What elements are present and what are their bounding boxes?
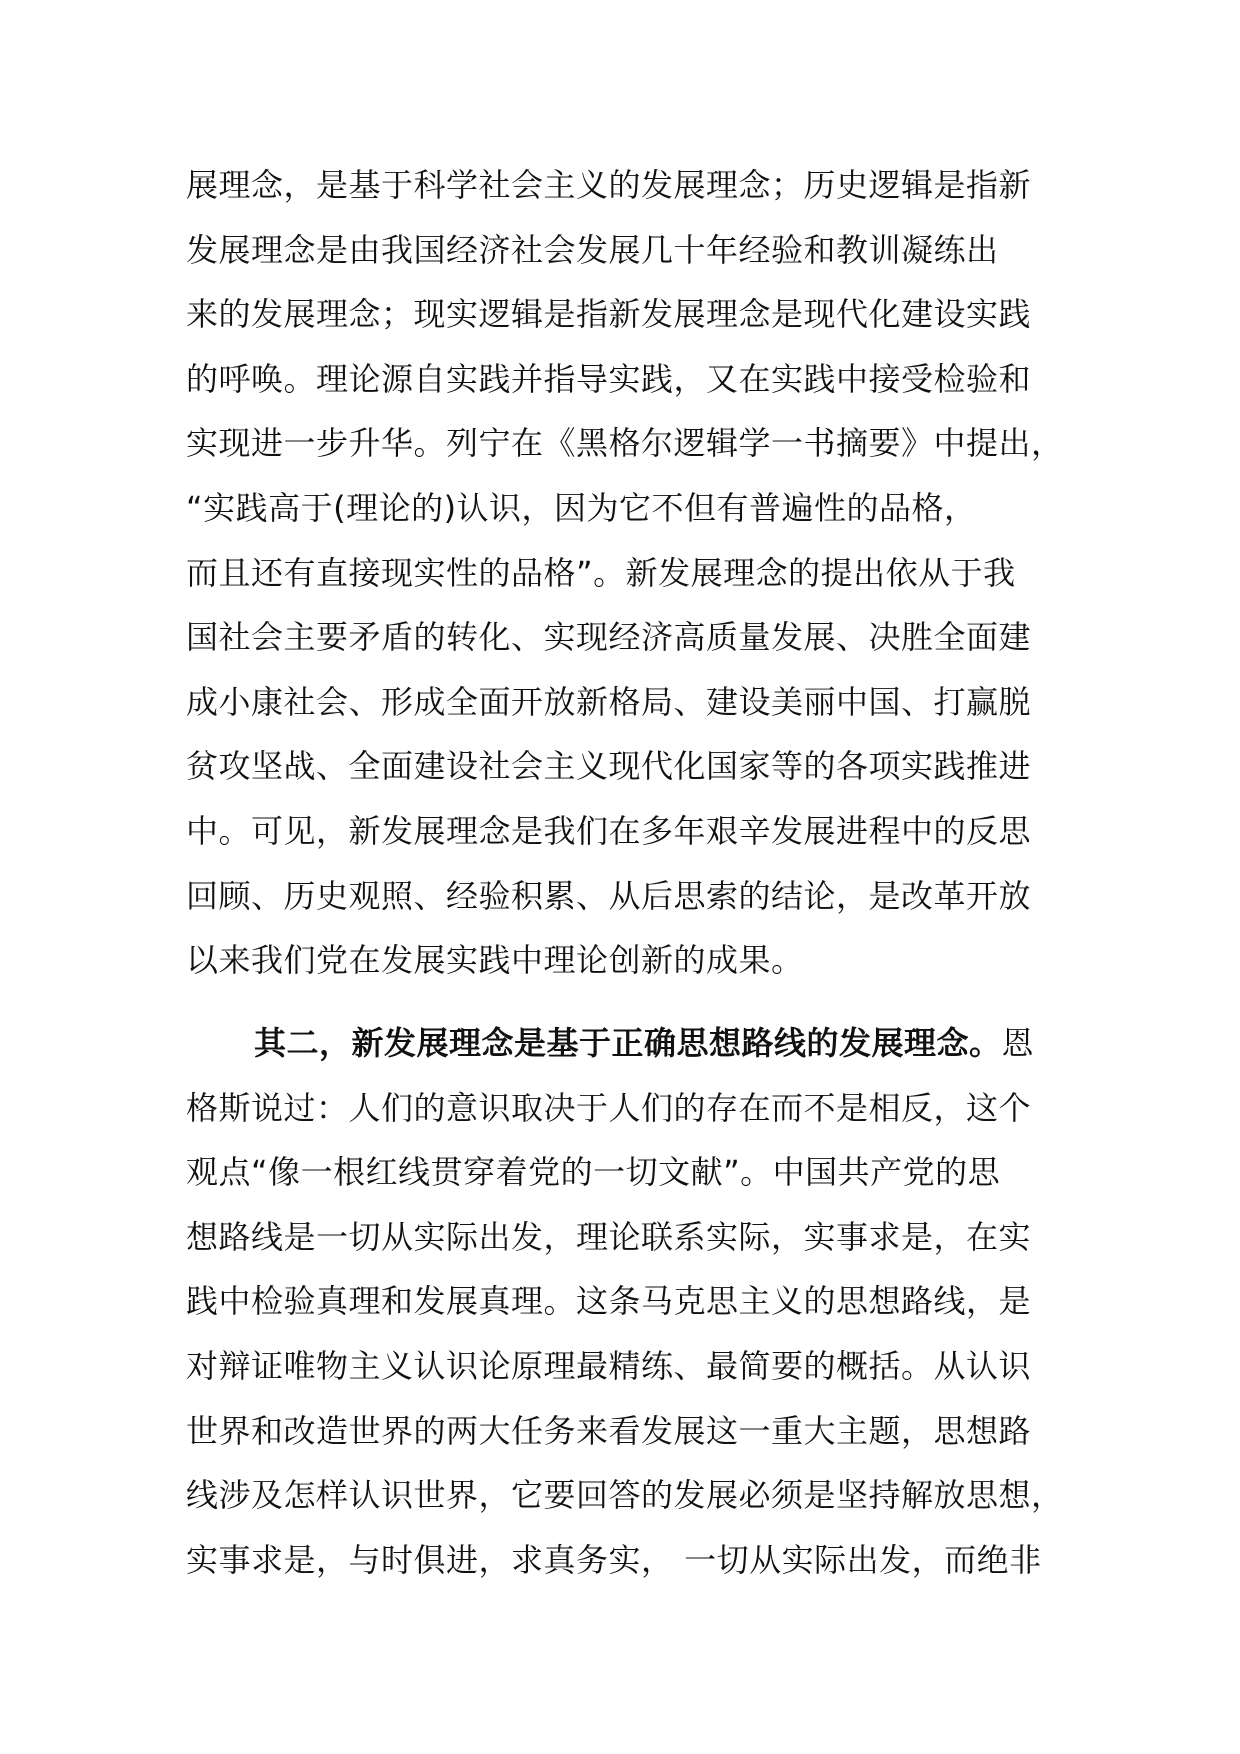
text-line: 贫攻坚战、全面建设社会主义现代化国家等的各项实践推进 xyxy=(186,747,1032,786)
text-line: 世界和改造世界的两大任务来看发展这一重大主题，思想路 xyxy=(186,1411,1032,1450)
paragraph-2 xyxy=(186,1011,1076,1592)
text-line: 国社会主要矛盾的转化、实现经济高质量发展、决胜全面建 xyxy=(186,618,1032,657)
text-line: 而且还有直接现实性的品格”。新发展理念的提出依从于我 xyxy=(186,553,1016,592)
text-line: 回顾、历史观照、经验积累、从后思索的结论，是改革开放 xyxy=(186,876,1032,915)
text-line: 格斯说过：人们的意识取决于人们的存在而不是相反，这个 xyxy=(186,1088,1032,1127)
text-line: 展理念，是基于科学社会主义的发展理念；历史逻辑是指新 xyxy=(186,166,1032,204)
text-line: “实践高于(理论的)认识，因为它不但有普遍性的品格， xyxy=(186,488,977,527)
text-line: 线涉及怎样认识世界，它要回答的发展必须是坚持解放思想， xyxy=(186,1476,1064,1515)
text-line: 以来我们党在发展实践中理论创新的成果。 xyxy=(186,941,804,980)
text-line: 的呼唤。理论源自实践并指导实践，又在实践中接受检验和 xyxy=(186,359,1032,398)
text-line: 实事求是，与时俱进，求真务实， 一切从实际出发，而绝非 xyxy=(186,1540,1042,1579)
text-line: 践中检验真理和发展真理。这条马克思主义的思想路线，是 xyxy=(186,1282,1032,1321)
text-line: 观点“像一根红线贯穿着党的一切文献”。中国共产党的思 xyxy=(186,1153,1001,1192)
paragraph-1 xyxy=(186,153,1076,993)
text-line: 来的发展理念；现实逻辑是指新发展理念是现代化建设实践 xyxy=(186,295,1032,334)
text-line: 发展理念是由我国经济社会发展几十年经验和教训凝练出 xyxy=(186,230,999,269)
paragraph-lead-heading: 其二，新发展理念是基于正确思想路线的发展理念。 xyxy=(254,1024,1002,1062)
text-line-first xyxy=(186,1011,1076,1076)
text-line: 想路线是一切从实际出发，理论联系实际，实事求是，在实 xyxy=(186,1217,1032,1256)
text-line: 成小康社会、形成全面开放新格局、建设美丽中国、打赢脱 xyxy=(186,682,1032,721)
text-line: 中。可见，新发展理念是我们在多年艰辛发展进程中的反思 xyxy=(186,811,1032,850)
text-line: 实现进一步升华。列宁在《黑格尔逻辑学一书摘要》中提出， xyxy=(186,424,1064,463)
text-line-rest: 恩 xyxy=(1001,1024,1035,1062)
text-line: 对辩证唯物主义认识论原理最精练、最简要的概括。从认识 xyxy=(186,1346,1032,1385)
